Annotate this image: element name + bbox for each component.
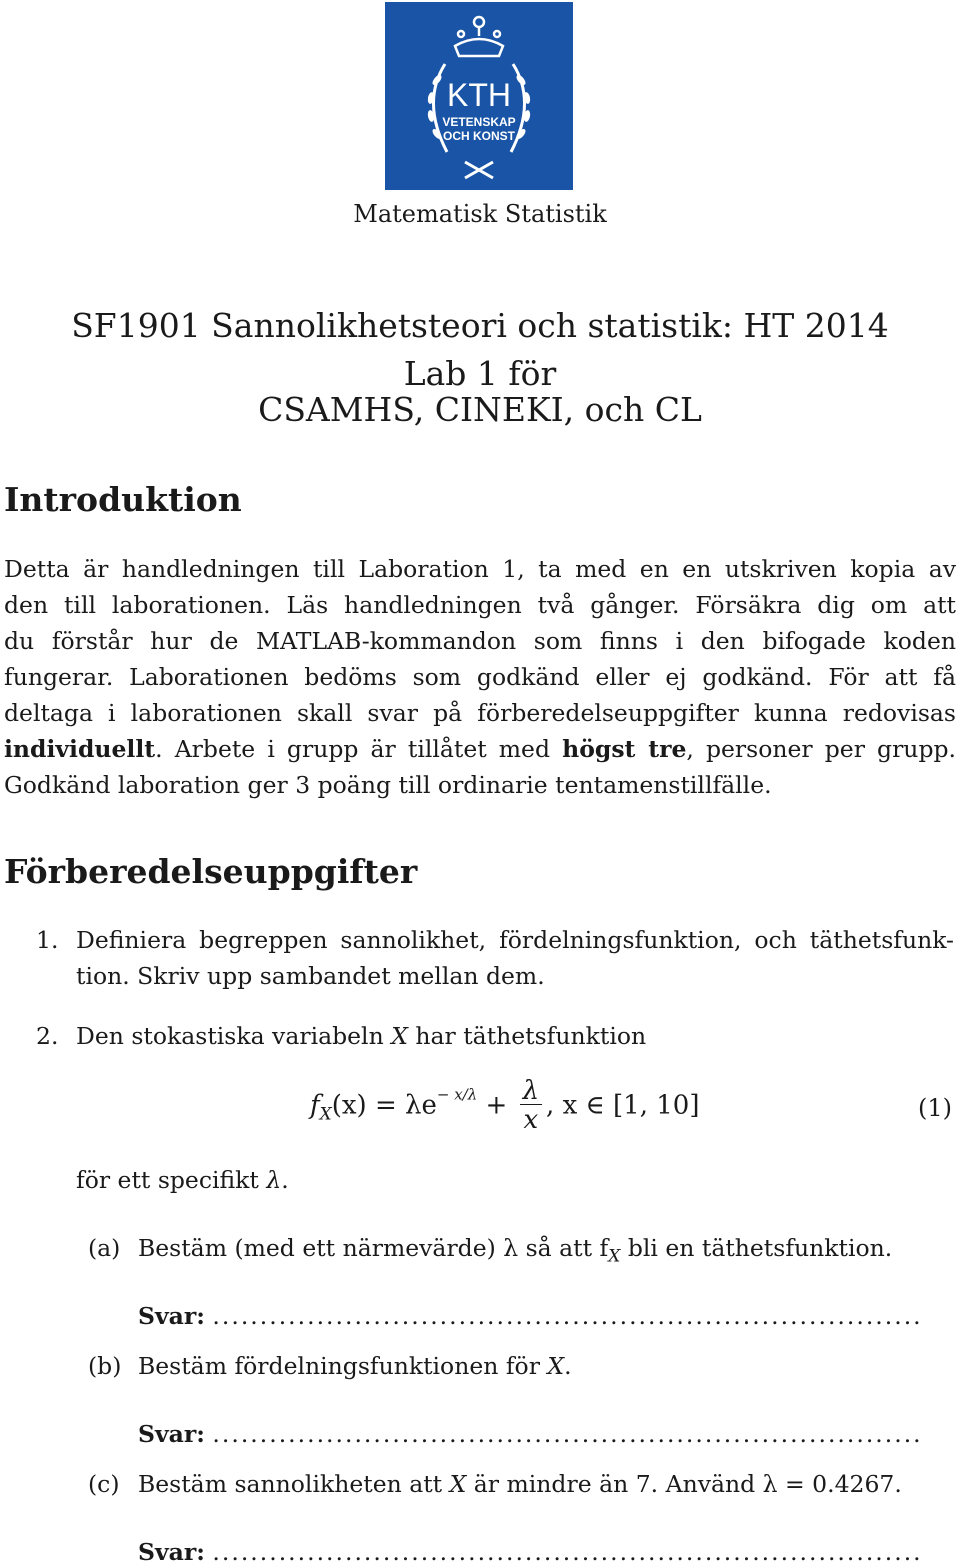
lab-title: Lab 1 för xyxy=(403,354,557,393)
logo-text-och-konst: OCH KONST xyxy=(443,129,515,143)
part-b-text xyxy=(138,1348,572,1384)
part-a-text-tail: bli en täthetsfunktion. xyxy=(620,1234,893,1262)
part-a-label: (a) xyxy=(88,1234,121,1262)
section-heading-forberedelseuppgifter: Förberedelseuppgifter xyxy=(4,852,418,891)
answer-dots-c: ........................................................................... xyxy=(212,1538,923,1566)
part-b-text-main: Bestäm fördelningsfunktionen för xyxy=(138,1352,548,1380)
eq-f-subscript: X xyxy=(319,1104,332,1125)
density-equation xyxy=(310,1078,699,1138)
programs-title: CSAMHS, CINEKI, och CL xyxy=(258,390,702,429)
part-a-subscript: X xyxy=(608,1246,621,1267)
question-2-text xyxy=(76,1018,646,1054)
eq-frac-numerator: λ xyxy=(520,1078,542,1105)
part-b-label: (b) xyxy=(88,1352,122,1380)
answer-dots-a: ........................................................................... xyxy=(212,1302,923,1330)
question-1-number: 1. xyxy=(36,926,59,954)
part-c-var-x: X xyxy=(449,1470,467,1498)
eq-exponent: − x/λ xyxy=(436,1085,478,1104)
answer-line-b[interactable] xyxy=(138,1420,954,1448)
part-c-label: (c) xyxy=(88,1470,120,1498)
intro-line-6-text-a: . Arbete i grupp är tillåtet med xyxy=(155,735,563,763)
eq-lhs-arg: (x) = λe xyxy=(331,1090,437,1121)
part-c-text-main: Bestäm sannolikheten att xyxy=(138,1470,450,1498)
kth-logo xyxy=(385,2,573,190)
intro-line-2: den till laborationen. Läs handledningen två gånger. Försäkra dig om att xyxy=(4,591,956,619)
question-2-after-text-a: för ett specifikt xyxy=(76,1166,267,1194)
intro-line-1: Detta är handledningen till Laboration 1, ta med en en utskriven kopia av xyxy=(4,555,956,583)
part-c-text xyxy=(138,1466,902,1502)
part-b-text-tail: . xyxy=(564,1352,572,1380)
logo-text-vetenskap: VETENSKAP xyxy=(442,115,516,129)
question-2-text-b: har täthetsfunktion xyxy=(407,1022,647,1050)
question-1-line-1: Definiera begreppen sannolikhet, fördelningsfunktion, och täthetsfunk- xyxy=(76,926,954,954)
eq-domain: , x ∈ [1, 10] xyxy=(546,1090,700,1121)
eq-plus: + xyxy=(477,1090,516,1121)
kth-crest-icon xyxy=(385,2,573,190)
answer-line-c[interactable] xyxy=(138,1538,954,1566)
part-a-text-main: Bestäm (med ett närmevärde) λ så att f xyxy=(138,1234,609,1262)
course-title: SF1901 Sannolikhetsteori och statistik: HT 2014 xyxy=(71,306,889,345)
intro-line-3: du förstår hur de MATLAB-kommandon som finns i den bifogade koden xyxy=(4,627,956,655)
intro-line-4: fungerar. Laborationen bedöms som godkänd eller ej godkänd. För att få xyxy=(4,663,956,691)
intro-line-5: deltaga i laborationen skall svar på förberedelseuppgifter kunna redovisas xyxy=(4,699,956,727)
part-c-text-tail: är mindre än 7. Använd λ = 0.4267. xyxy=(466,1470,902,1498)
eq-f: f xyxy=(310,1090,320,1121)
section-heading-introduktion: Introduktion xyxy=(4,480,242,519)
intro-line-7: Godkänd laboration ger 3 poäng till ordinarie tentamenstillfälle. xyxy=(4,771,772,799)
emphasis-hogst-tre: högst tre xyxy=(562,735,687,763)
question-2-var-x: X xyxy=(391,1022,408,1050)
question-1-line-2: tion. Skriv upp sambandet mellan dem. xyxy=(76,962,545,990)
department-subtitle: Matematisk Statistik xyxy=(353,200,607,228)
intro-line-6-text-b: , personer per grupp. xyxy=(686,735,956,763)
answer-label-b: Svar: xyxy=(138,1420,205,1448)
question-2-number: 2. xyxy=(36,1022,59,1050)
intro-paragraph xyxy=(4,551,956,803)
question-2-after-lambda: λ xyxy=(266,1166,282,1194)
eq-fraction xyxy=(520,1078,542,1135)
question-2-after-text xyxy=(76,1162,289,1198)
eq-frac-denominator: x xyxy=(523,1105,539,1135)
answer-label-c: Svar: xyxy=(138,1538,205,1566)
question-2-text-a: Den stokastiska variabeln xyxy=(76,1022,392,1050)
emphasis-individuellt: individuellt xyxy=(4,735,156,763)
answer-label-a: Svar: xyxy=(138,1302,205,1330)
part-a-text xyxy=(138,1230,892,1275)
answer-line-a[interactable] xyxy=(138,1302,954,1330)
equation-number: (1) xyxy=(918,1094,952,1122)
part-b-var-x: X xyxy=(547,1352,565,1380)
intro-line-6 xyxy=(4,731,956,767)
logo-text-kth: KTH xyxy=(447,77,511,113)
question-2-after-text-b: . xyxy=(281,1166,289,1194)
answer-dots-b: ........................................................................... xyxy=(212,1420,923,1448)
